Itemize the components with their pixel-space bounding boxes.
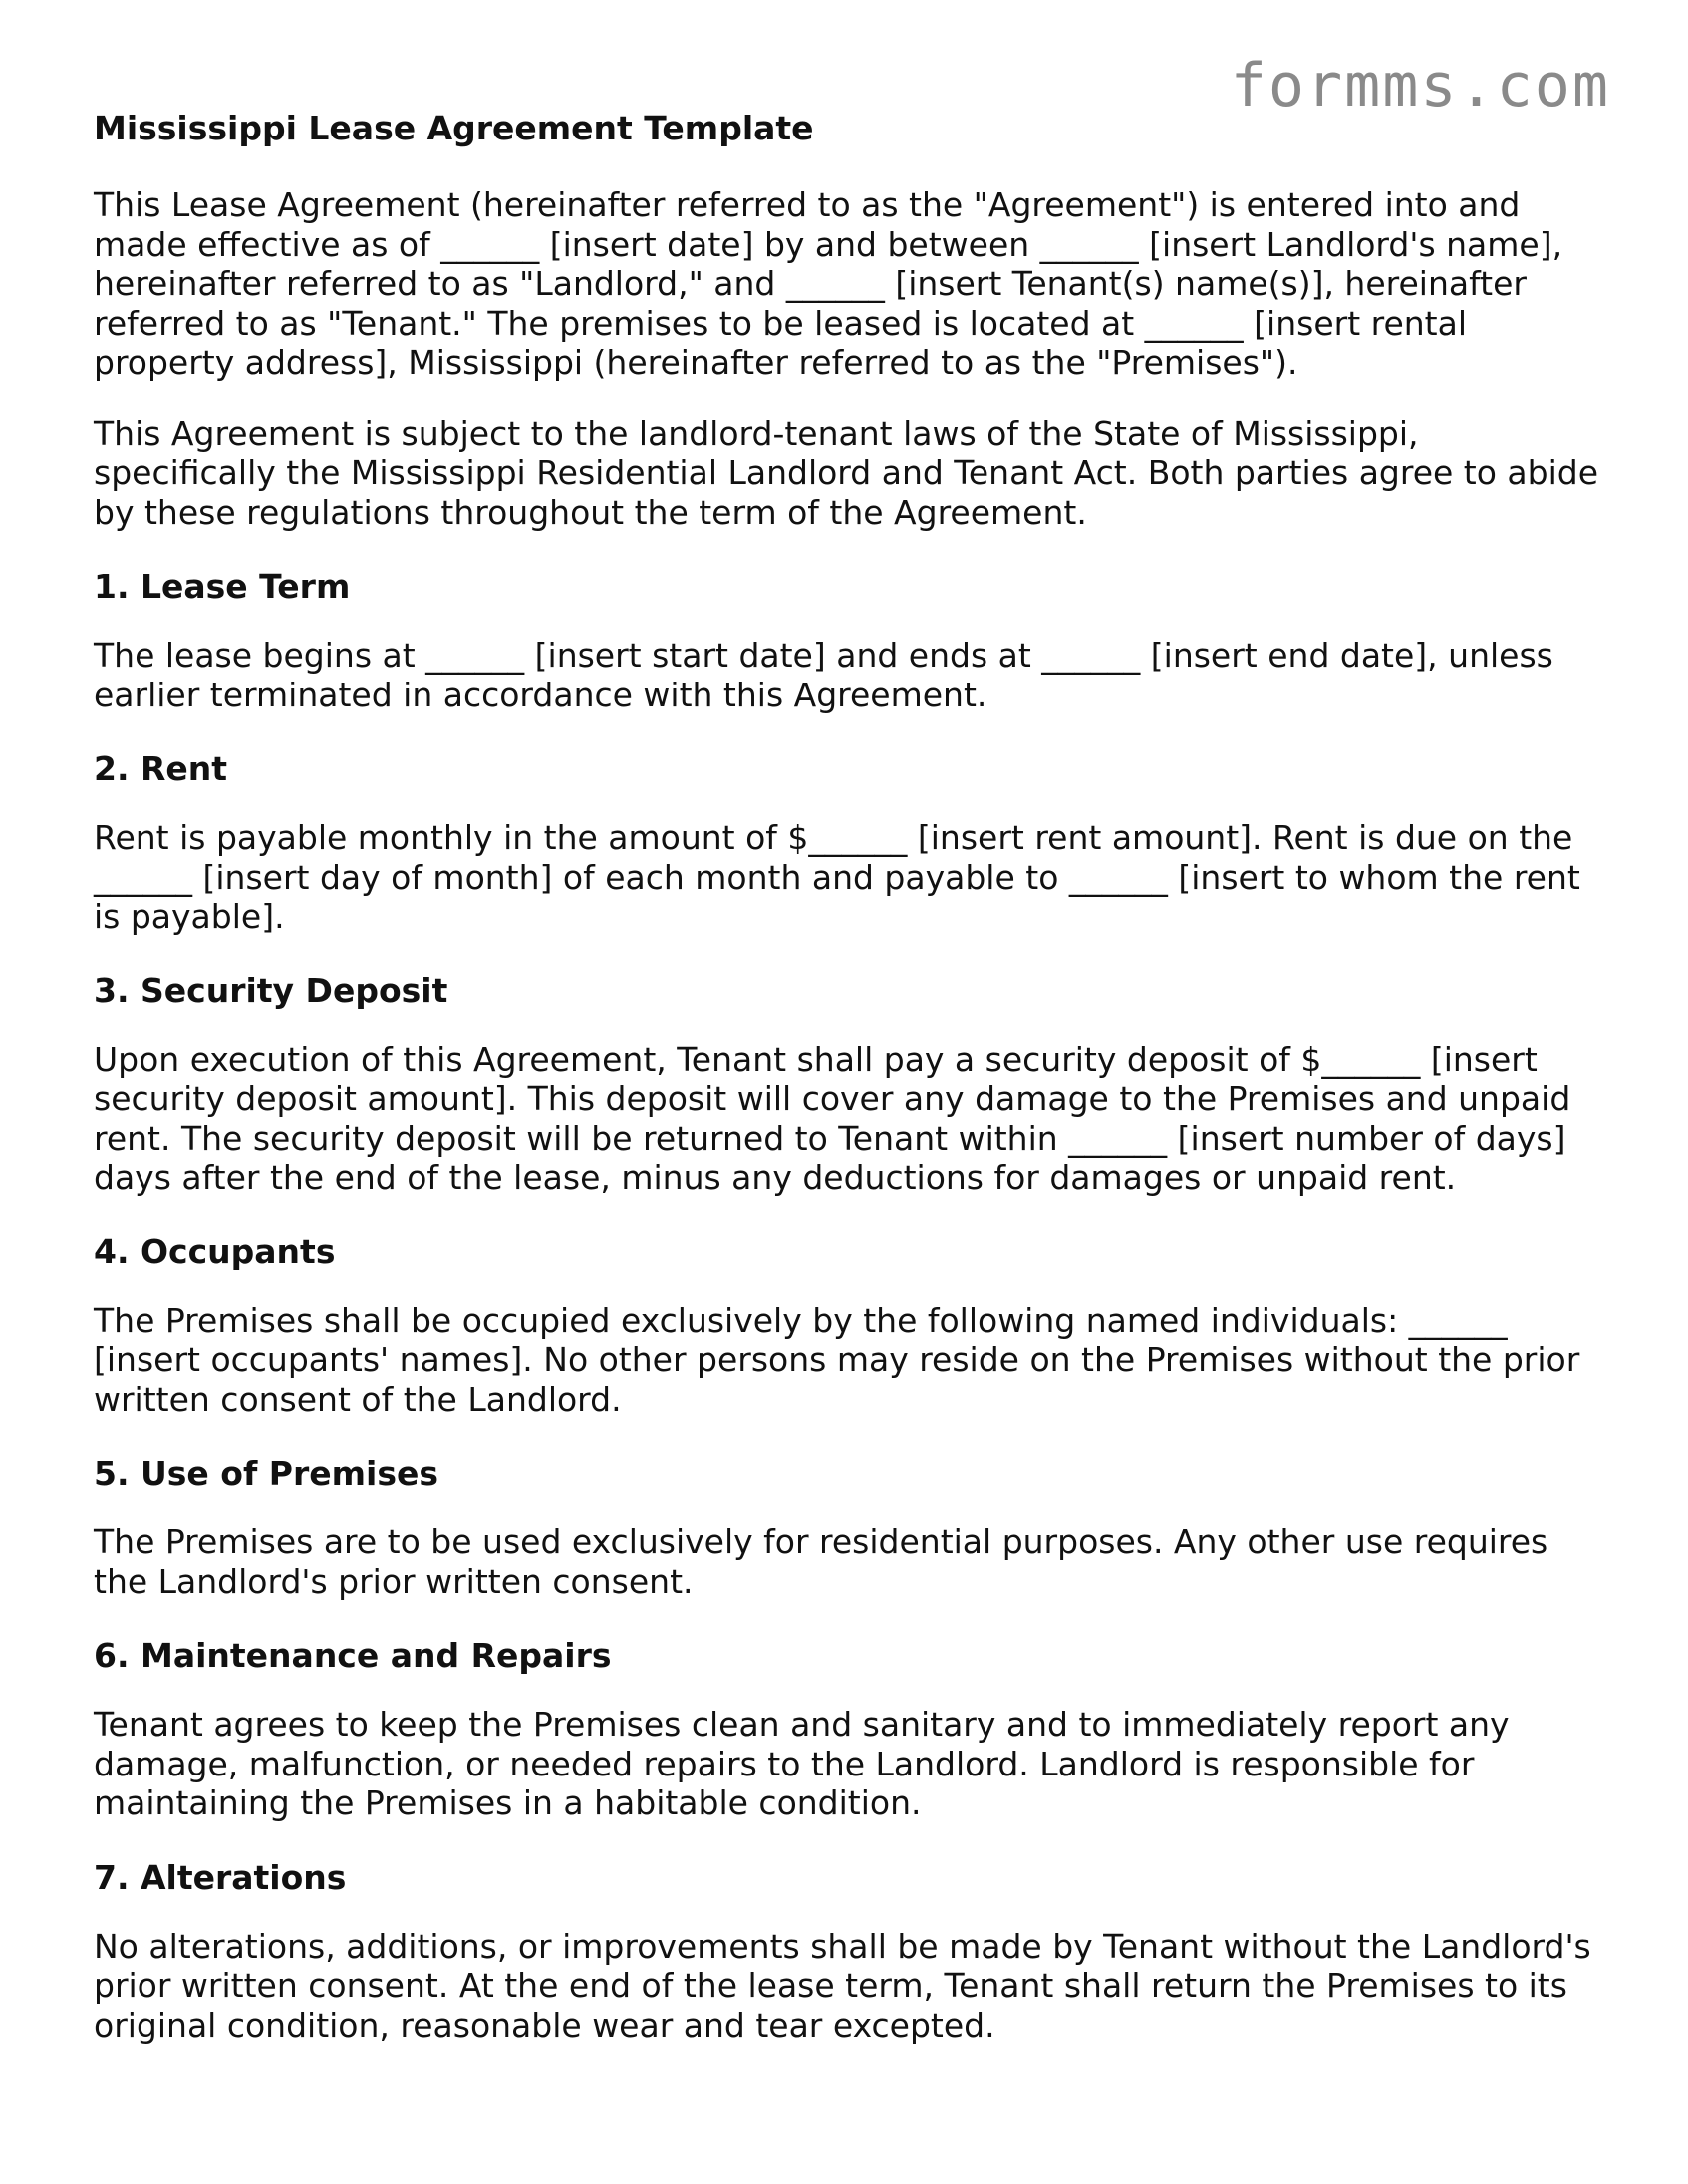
section-body-maintenance: Tenant agrees to keep the Premises clean and sanitary and to immediately report any damage, malfunction, or needed repairs to the Landlord. Landlord is responsible for maintaining the Premises in a habitable condition. [94, 1705, 1510, 1822]
section-heading-rent: 2. Rent [94, 749, 228, 788]
document-page [94, 106, 1598, 2076]
document-title: Mississippi Lease Agreement Template [94, 109, 814, 147]
section-heading-alterations: 7. Alterations [94, 1857, 347, 1897]
section-body-alterations: No alterations, additions, or improvements shall be made by Tenant without the Landlord's prior written consent. At the end of the lease term, Tenant shall return the Premises to its original condition, reasonable wear and tear excepted. [94, 1926, 1591, 2045]
section-body-use-of-premises: The Premises are to be used exclusively for residential purposes. Any other use requires the Landlord's prior written consent. [94, 1522, 1548, 1601]
section-heading-security-deposit: 3. Security Deposit [94, 970, 448, 1010]
section-heading-lease-term: 1. Lease Term [94, 567, 351, 606]
section-body-occupants: The Premises shall be occupied exclusively by the following named individuals: ______ [insert occupants' names]. No other persons may reside on the Premises without the prior written consent of the Landlord. [94, 1300, 1580, 1419]
intro-paragraph: This Agreement is subject to the landlord-tenant laws of the State of Mississippi, specifically the Mississippi Residential Landlord and Tenant Act. Both parties agree to abide by these regulations throughout the term of the Agreement. [94, 413, 1599, 532]
section-heading-use-of-premises: 5. Use of Premises [94, 1454, 439, 1493]
section-heading-maintenance: 6. Maintenance and Repairs [94, 1636, 612, 1675]
section-heading-occupants: 4. Occupants [94, 1231, 336, 1271]
section-body-rent: Rent is payable monthly in the amount of $______ [insert rent amount]. Rent is due on the ______ [insert day of month] of each month and payable to ______ [insert to whom the rent is payable]. [94, 818, 1580, 936]
section-body-lease-term: The lease begins at ______ [insert start date] and ends at ______ [insert end date], unless earlier terminated in accordance with this Agreement. [94, 636, 1553, 714]
intro-paragraph: This Lease Agreement (hereinafter referred to as the "Agreement") is entered into and made effective as of ______ [insert date] by and between ______ [insert Landlord's name], hereinafter referred to as "Landlord," and ______ [insert Tenant(s) name(s)], hereinafter referred to as "Tenant." The premises to be leased is located at ______ [insert rental property address], Mississippi (hereinafter referred to as the "Premises"). [94, 185, 1563, 382]
watermark: formms.com [1230, 51, 1610, 121]
section-body-security-deposit: Upon execution of this Agreement, Tenant shall pay a security deposit of $______ [insert security deposit amount]. This deposit will cover any damage to the Premises and unpaid rent. The security deposit will be returned to Tenant within ______ [insert number of days] days after the end of the lease, minus any deductions for damages or unpaid rent. [94, 1039, 1571, 1197]
